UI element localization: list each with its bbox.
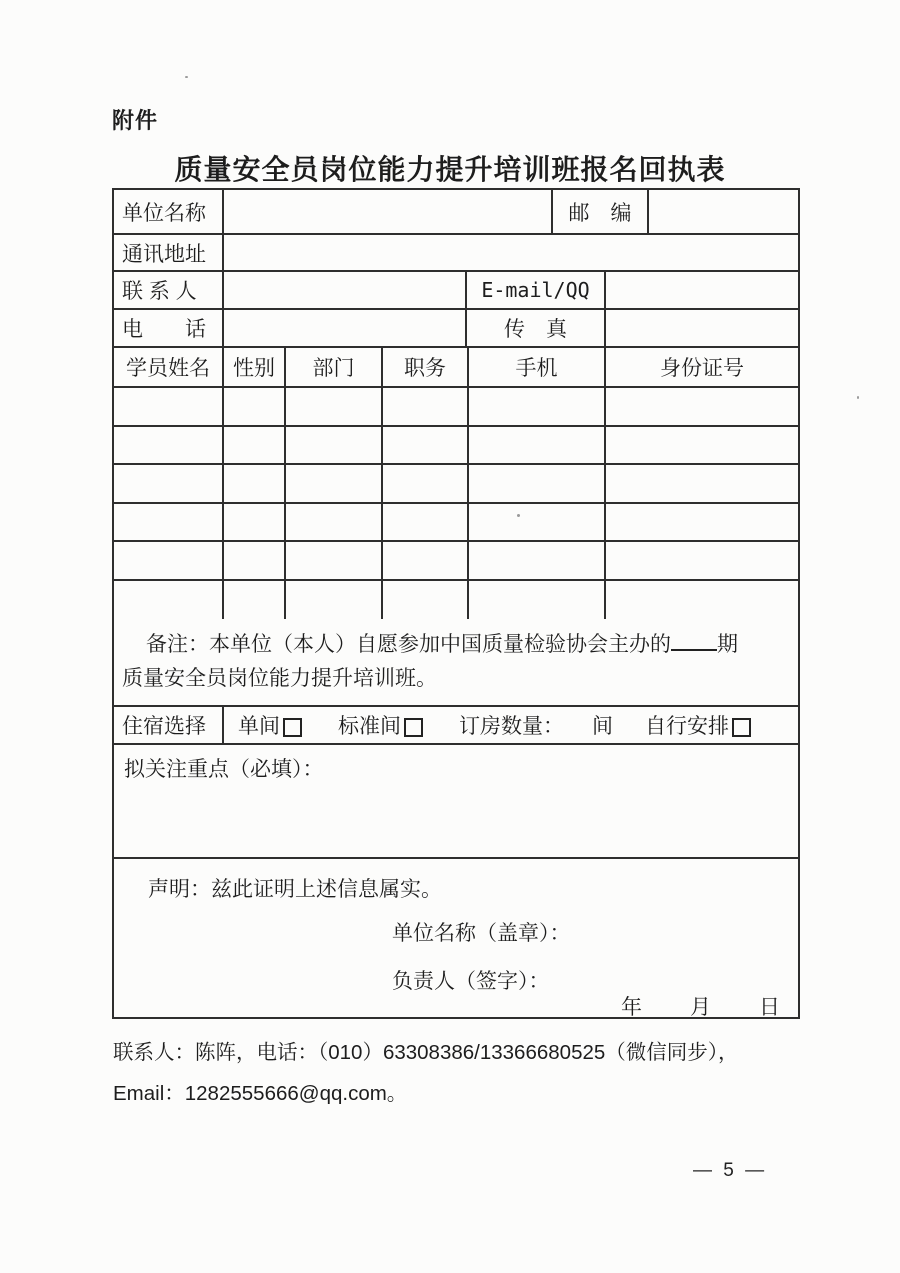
student-empty-row (114, 427, 798, 466)
row-contact (114, 272, 798, 310)
single-room-label: 单间 (238, 715, 280, 738)
single-room-checkbox-icon (283, 718, 302, 737)
unit-seal-label: 单位名称（盖章）： (392, 922, 571, 945)
student-empty-cell (114, 465, 224, 502)
postal-code-value-cell (649, 190, 798, 233)
remarks-text-prefix: 备注：本单位（本人）自愿参加中国质量检验协会主办的 (146, 633, 671, 657)
contact-value-cell (224, 272, 467, 308)
row-address (114, 235, 798, 272)
remarks-text-suffix: 期 (717, 633, 738, 657)
student-empty-cell (606, 427, 798, 464)
student-empty-cell (469, 388, 606, 425)
student-empty-cell (224, 388, 286, 425)
student-empty-cell (114, 542, 224, 579)
declaration-cell (114, 859, 798, 1017)
header-mobile: 手机 (469, 348, 606, 386)
student-empty-cell (469, 427, 606, 464)
student-empty-cell (606, 542, 798, 579)
student-empty-cell (286, 388, 383, 425)
fax-label: 传 真 (467, 310, 606, 346)
remarks-row (114, 619, 798, 707)
footer-contact-info (113, 1032, 805, 1114)
accommodation-options-cell (224, 707, 798, 743)
student-empty-cell (383, 427, 469, 464)
registration-form-table (112, 188, 800, 1019)
student-empty-row (114, 542, 798, 581)
student-empty-cell (286, 542, 383, 579)
student-header-row (114, 348, 798, 388)
student-empty-cell (286, 427, 383, 464)
scan-speck (857, 396, 859, 399)
standard-room-checkbox-icon (404, 718, 423, 737)
fill-in-blank (671, 627, 717, 651)
postal-code-label: 邮 编 (553, 190, 649, 233)
remarks-cell (114, 619, 798, 705)
footer-email-line: Email：1282555666@qq.com。 (113, 1082, 408, 1105)
unit-name-value-cell (224, 190, 553, 233)
header-department: 部门 (286, 348, 383, 386)
scan-speck (517, 514, 520, 517)
row-phone (114, 310, 798, 348)
student-empty-cell (383, 465, 469, 502)
remarks-line2: 质量安全员岗位能力提升培训班。 (122, 667, 437, 691)
student-empty-row (114, 504, 798, 543)
student-empty-cell (469, 581, 606, 620)
attachment-label: 附件 (112, 108, 159, 133)
student-empty-cell (224, 465, 286, 502)
student-empty-cell (114, 388, 224, 425)
address-label: 通讯地址 (114, 235, 224, 270)
student-empty-rows (114, 388, 798, 619)
student-empty-row (114, 581, 798, 620)
student-empty-cell (224, 581, 286, 620)
student-empty-cell (114, 581, 224, 620)
student-empty-cell (383, 581, 469, 620)
student-empty-cell (114, 427, 224, 464)
student-empty-cell (606, 388, 798, 425)
student-empty-cell (383, 388, 469, 425)
email-qq-label: E-mail/QQ (467, 272, 606, 308)
date-label: 年 月 日 (621, 996, 782, 1017)
address-value-cell (224, 235, 798, 270)
email-qq-value-cell (606, 272, 798, 308)
student-empty-cell (383, 542, 469, 579)
student-empty-cell (469, 465, 606, 502)
student-empty-cell (606, 465, 798, 502)
student-empty-cell (224, 504, 286, 541)
student-empty-cell (286, 581, 383, 620)
student-empty-row (114, 388, 798, 427)
booking-qty-label: 订房数量： (459, 715, 564, 738)
declaration-row (114, 859, 798, 1017)
student-empty-cell (224, 427, 286, 464)
fax-value-cell (606, 310, 798, 346)
student-empty-cell (286, 504, 383, 541)
page-title: 质量安全员岗位能力提升培训班报名回执表 (174, 154, 726, 185)
scan-speck (185, 76, 188, 78)
phone-value-cell (224, 310, 467, 346)
row-unit-name (114, 190, 798, 235)
accommodation-label: 住宿选择 (114, 707, 224, 743)
header-position: 职务 (383, 348, 469, 386)
student-empty-cell (606, 504, 798, 541)
qty-unit-label: 间 (592, 715, 613, 738)
student-empty-cell (286, 465, 383, 502)
remarks-line1 (146, 627, 788, 662)
signature-label: 负责人（签字）： (392, 970, 550, 993)
student-empty-cell (469, 504, 606, 541)
student-empty-cell (606, 581, 798, 620)
student-empty-cell (114, 504, 224, 541)
student-empty-cell (224, 542, 286, 579)
self-arrange-checkbox-icon (732, 718, 751, 737)
accommodation-row (114, 707, 798, 745)
student-empty-cell (469, 542, 606, 579)
header-student-name: 学员姓名 (114, 348, 224, 386)
student-empty-row (114, 465, 798, 504)
declaration-statement: 声明：兹此证明上述信息属实。 (148, 878, 442, 901)
page-number: — 5 — (693, 1160, 768, 1181)
footer-contact-line: 联系人：陈阵，电话：（010）63308386/13366680525（微信同步）， (113, 1041, 739, 1064)
unit-name-label: 单位名称 (114, 190, 224, 233)
contact-label: 联 系 人 (114, 272, 224, 308)
student-empty-cell (383, 504, 469, 541)
self-arrange-label: 自行安排 (645, 715, 729, 738)
standard-room-label: 标准间 (338, 715, 401, 738)
focus-label: 拟关注重点（必填）： (124, 758, 324, 781)
phone-label: 电 话 (114, 310, 224, 346)
focus-row (114, 745, 798, 859)
header-id-number: 身份证号 (660, 357, 744, 380)
header-gender: 性别 (224, 348, 286, 386)
